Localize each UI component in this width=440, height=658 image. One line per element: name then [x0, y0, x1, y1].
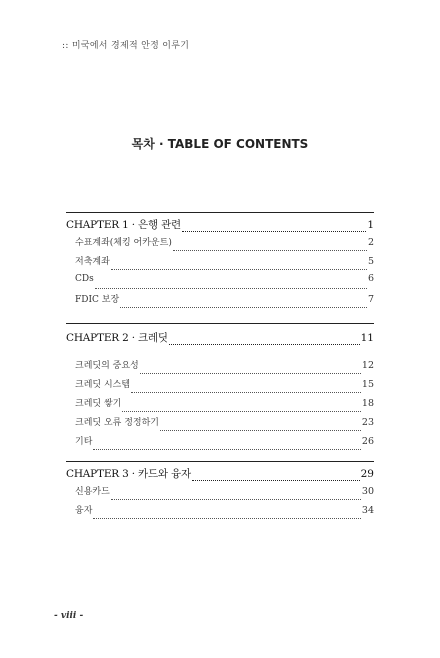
- toc-entry[interactable]: [66, 273, 374, 292]
- toc-entry-label: 융자: [75, 506, 93, 516]
- chapter-title: CHAPTER 1 · 은행 관련: [66, 219, 181, 231]
- toc-entry[interactable]: [66, 377, 374, 396]
- leader-dots: [122, 411, 361, 412]
- page-number: - viii -: [54, 611, 84, 621]
- leader-dots: [169, 344, 360, 345]
- toc-entry-label: 크레딧의 중요성: [75, 361, 139, 371]
- toc-entry-label: 크레딧 쌓기: [75, 399, 122, 409]
- chapter-section: [66, 461, 374, 522]
- toc-entry-label: 수표계좌(체킹 어카운트): [75, 238, 172, 248]
- chapter-title: CHAPTER 2 · 크레딧: [66, 332, 168, 344]
- leader-dots: [93, 449, 361, 450]
- toc-entry-page: 23: [361, 417, 374, 428]
- toc-entry-page: 18: [361, 398, 374, 409]
- toc-entry-page: 15: [361, 379, 374, 390]
- chapter-divider: [66, 461, 374, 462]
- toc-entry-page: 26: [361, 436, 374, 447]
- leader-dots: [93, 518, 361, 519]
- toc-entry[interactable]: [66, 235, 374, 254]
- toc-title: 목차 · TABLE OF CONTENTS: [131, 137, 309, 151]
- toc-entry-page: 30: [361, 486, 374, 497]
- toc-entry-label: 크레딧 오류 정정하기: [75, 418, 159, 428]
- toc-entry[interactable]: [66, 503, 374, 522]
- toc-entry-label: CDs: [75, 274, 94, 284]
- chapter-title: CHAPTER 3 · 카드와 융자: [66, 468, 191, 480]
- toc-entry[interactable]: [66, 254, 374, 273]
- toc-entry[interactable]: [66, 484, 374, 503]
- toc-entry[interactable]: [66, 292, 374, 311]
- leader-dots: [182, 231, 366, 232]
- leader-dots: [140, 373, 361, 374]
- toc-entry-page: 2: [367, 237, 374, 248]
- chapter-heading[interactable]: [66, 466, 374, 484]
- chapter-page-number: 1: [367, 219, 374, 231]
- chapter-section: [66, 212, 374, 311]
- chapter-section: [66, 323, 374, 453]
- chapter-divider: [66, 323, 374, 324]
- toc-entry-page: 7: [367, 294, 374, 305]
- toc-entry-page: 34: [361, 505, 374, 516]
- toc-entry[interactable]: [66, 396, 374, 415]
- leader-dots: [111, 499, 361, 500]
- chapter-heading[interactable]: [66, 330, 374, 348]
- toc-entry-label: 크레딧 시스템: [75, 380, 131, 390]
- leader-dots: [173, 250, 367, 251]
- leader-dots: [95, 288, 367, 289]
- toc-entry-label: 신용카드: [75, 487, 110, 497]
- running-head: :: 미국에서 경제적 안정 이루기: [62, 41, 190, 51]
- leader-dots: [160, 430, 361, 431]
- chapter-heading[interactable]: [66, 217, 374, 235]
- toc-entry-page: 12: [361, 360, 374, 371]
- toc-entry-label: FDIC 보장: [75, 295, 120, 305]
- chapter-divider: [66, 212, 374, 213]
- toc-entry[interactable]: [66, 434, 374, 453]
- leader-dots: [120, 307, 367, 308]
- chapter-page-number: 29: [360, 468, 374, 480]
- toc-entry-label: 기타: [75, 437, 93, 447]
- leader-dots: [111, 269, 367, 270]
- leader-dots: [192, 480, 360, 481]
- chapter-page-number: 11: [360, 332, 374, 344]
- toc-entry[interactable]: [66, 358, 374, 377]
- leader-dots: [131, 392, 361, 393]
- toc-entry-page: 6: [367, 273, 374, 284]
- toc-entry[interactable]: [66, 415, 374, 434]
- toc-entry-label: 저축계좌: [75, 257, 110, 267]
- toc-entry-page: 5: [367, 256, 374, 267]
